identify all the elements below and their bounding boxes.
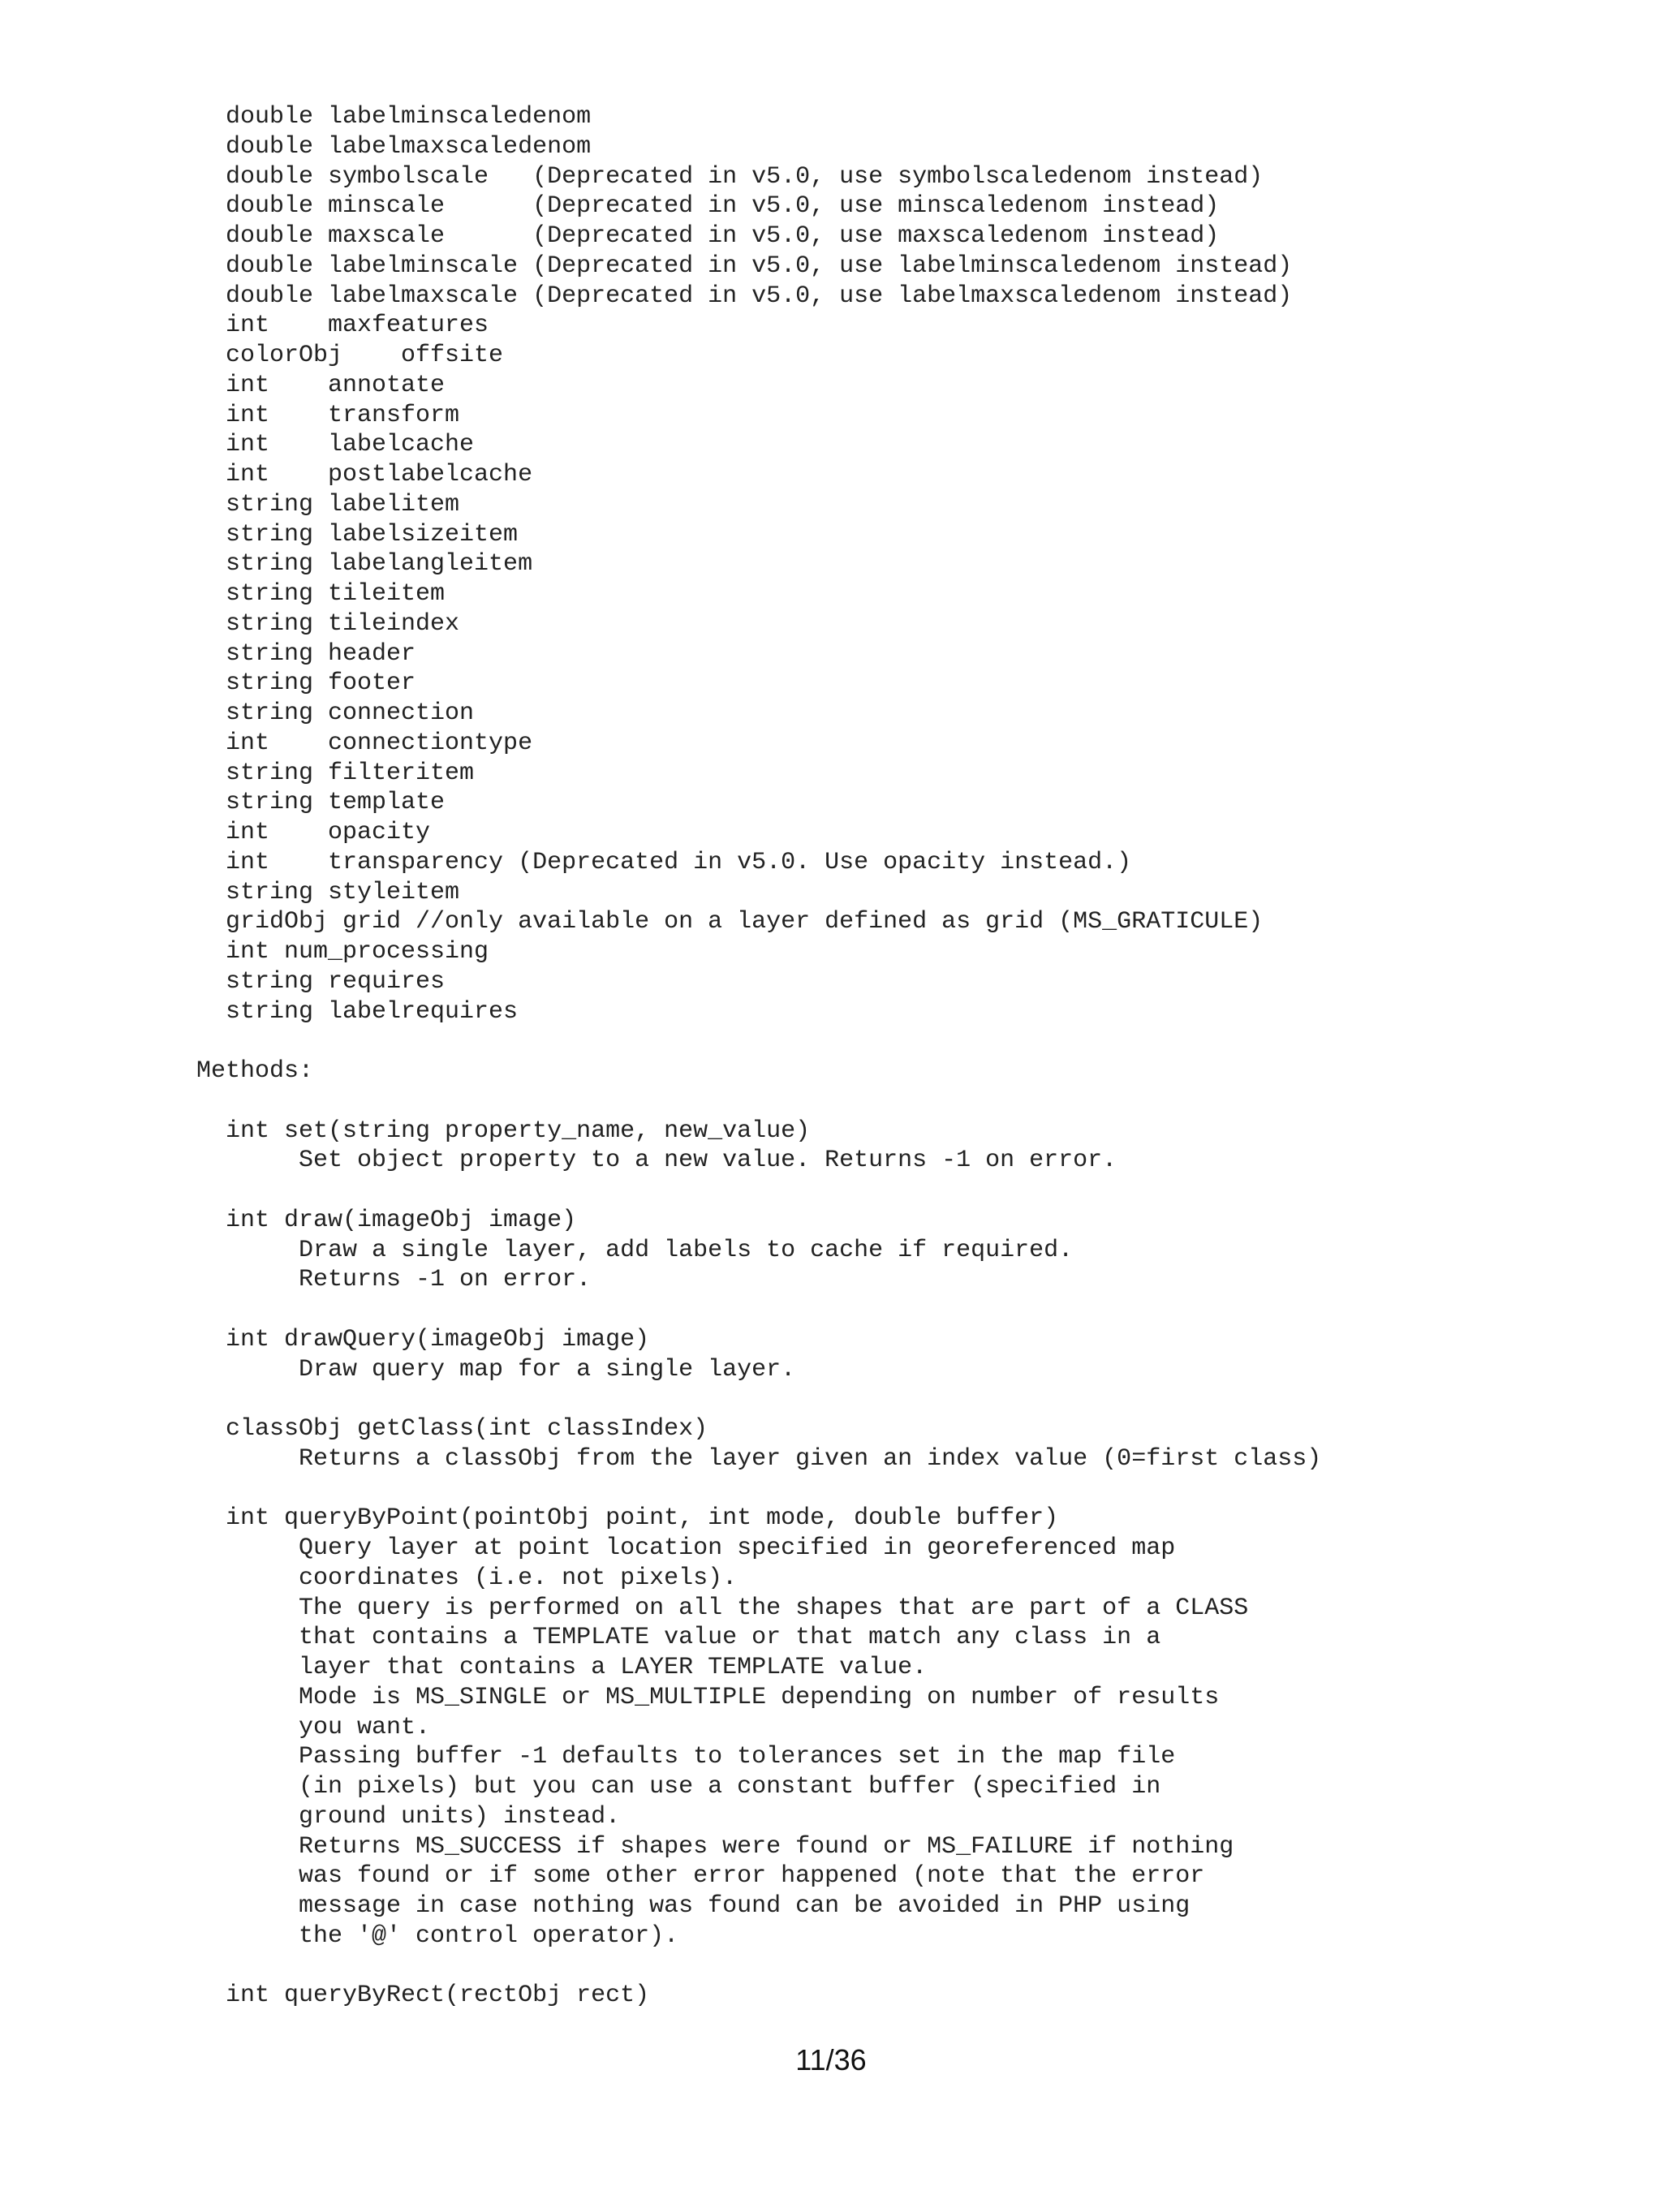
code-line: int queryByPoint(pointObj point, int mode, double buffer) xyxy=(196,1504,1059,1533)
code-line: double labelmaxscale (Deprecated in v5.0, use labelmaxscaledenom instead) xyxy=(196,282,1293,310)
code-line: int maxfeatures xyxy=(196,312,489,340)
code-line: gridObj grid //only available on a layer defined as grid (MS_GRATICULE) xyxy=(196,908,1264,936)
code-line: int drawQuery(imageObj image) xyxy=(196,1325,650,1353)
blank-line xyxy=(196,1952,1625,1982)
code-line: colorObj offsite xyxy=(196,342,504,369)
code-line: Returns a classObj from the layer given an index value (0=first class) xyxy=(196,1444,1322,1473)
blank-line xyxy=(196,1087,1625,1117)
code-line: double labelminscale (Deprecated in v5.0, use labelminscaledenom instead) xyxy=(196,252,1293,280)
blank-line xyxy=(196,1026,1625,1057)
code-line: double minscale (Deprecated in v5.0, use minscaledenom instead) xyxy=(196,192,1220,221)
code-line: double symbolscale (Deprecated in v5.0, use symbolscaledenom instead) xyxy=(196,162,1264,191)
code-line: layer that contains a LAYER TEMPLATE value. xyxy=(196,1654,928,1681)
code-line: Query layer at point location specified in georeferenced map xyxy=(196,1534,1176,1562)
blank-line xyxy=(196,1295,1625,1325)
code-line: string tileindex xyxy=(196,609,460,638)
code-line: int labelcache xyxy=(196,431,475,459)
code-line: string labelrequires xyxy=(196,997,519,1026)
code-line: Returns MS_SUCCESS if shapes were found or MS_FAILURE if nothing xyxy=(196,1832,1234,1861)
code-line: classObj getClass(int classIndex) xyxy=(196,1415,708,1443)
code-line: int queryByRect(rectObj rect) xyxy=(196,1982,650,2010)
blank-line xyxy=(196,1474,1625,1504)
code-line: Draw a single layer, add labels to cache if required. xyxy=(196,1236,1074,1264)
code-line: (in pixels) but you can use a constant buffer (specified in xyxy=(196,1773,1161,1801)
code-line: double labelminscaledenom xyxy=(196,103,592,131)
code-line: int set(string property_name, new_value) xyxy=(196,1117,811,1145)
code-line: string header xyxy=(196,639,416,668)
code-line: string footer xyxy=(196,669,416,698)
code-line: string labelitem xyxy=(196,490,460,519)
code-line: message in case nothing was found can be avoided in PHP using xyxy=(196,1892,1191,1920)
code-line: string labelangleitem xyxy=(196,550,533,579)
code-line: string template xyxy=(196,789,446,817)
code-line: string connection xyxy=(196,699,475,727)
code-line: Passing buffer -1 defaults to tolerances set in the map file xyxy=(196,1743,1176,1771)
code-line: Methods: xyxy=(196,1057,314,1085)
code-line: string filteritem xyxy=(196,759,475,787)
code-line: Set object property to a new value. Returns -1 on error. xyxy=(196,1147,1117,1175)
code-line: int transparency (Deprecated in v5.0. Use opacity instead.) xyxy=(196,848,1132,876)
code-line: int transform xyxy=(196,401,460,429)
code-line: int postlabelcache xyxy=(196,461,533,488)
code-line: double maxscale (Deprecated in v5.0, use maxscaledenom instead) xyxy=(196,222,1220,250)
code-line: int num_processing xyxy=(196,938,489,966)
blank-line xyxy=(196,1176,1625,1206)
code-line: int opacity xyxy=(196,819,431,846)
code-line: string tileitem xyxy=(196,580,446,608)
code-line: Returns -1 on error. xyxy=(196,1266,592,1294)
code-line: int draw(imageObj image) xyxy=(196,1206,577,1234)
code-line: coordinates (i.e. not pixels). xyxy=(196,1564,738,1592)
code-line: string requires xyxy=(196,967,446,996)
code-line: the '@' control operator). xyxy=(196,1922,679,1950)
code-line: ground units) instead. xyxy=(196,1802,621,1831)
code-line: Mode is MS_SINGLE or MS_MULTIPLE depending on number of results xyxy=(196,1683,1220,1711)
code-line: you want. xyxy=(196,1713,431,1741)
code-line: that contains a TEMPLATE value or that match any class in a xyxy=(196,1624,1161,1652)
code-line: double labelmaxscaledenom xyxy=(196,132,592,161)
code-line: string labelsizeitem xyxy=(196,520,519,549)
code-line: int connectiontype xyxy=(196,729,533,757)
code-line: was found or if some other error happened (note that the error xyxy=(196,1862,1205,1891)
code-text-block xyxy=(196,102,1625,2011)
code-line: string styleitem xyxy=(196,878,460,906)
blank-line xyxy=(196,1384,1625,1414)
code-line: The query is performed on all the shapes that are part of a CLASS xyxy=(196,1594,1249,1622)
code-line: Draw query map for a single layer. xyxy=(196,1355,796,1384)
code-line: int annotate xyxy=(196,371,446,399)
page-number: 11/36 xyxy=(795,2043,867,2076)
